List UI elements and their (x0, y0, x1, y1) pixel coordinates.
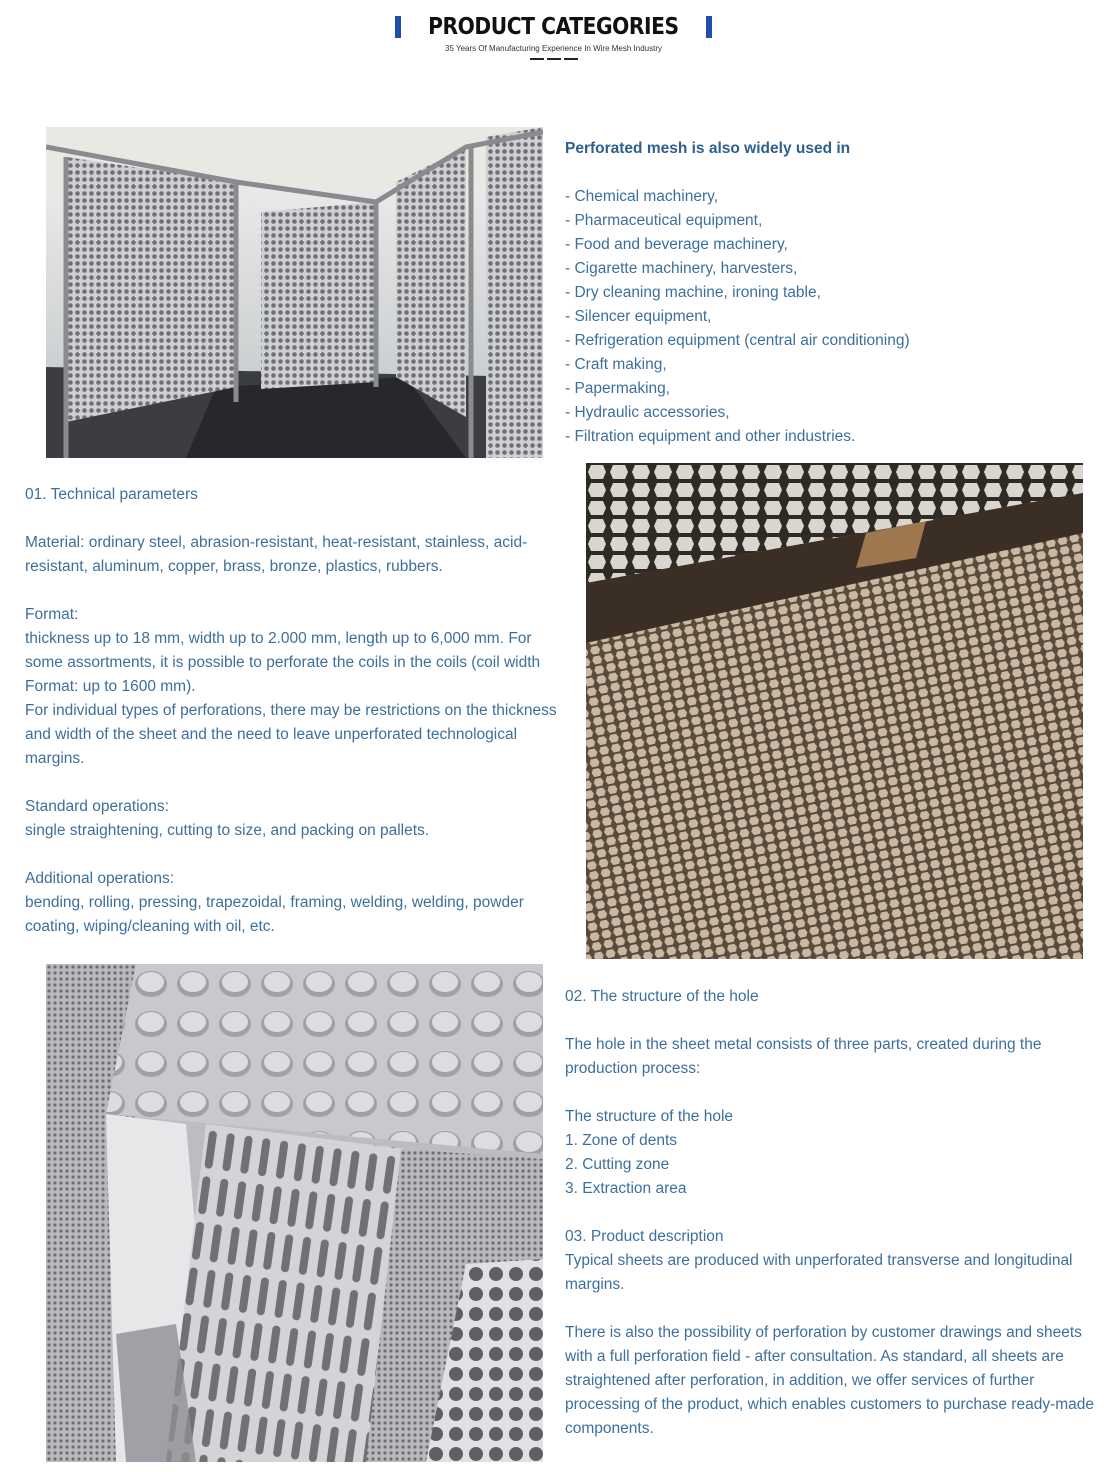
standard-operations-label: Standard operations: (25, 798, 169, 815)
perforated-samples-photo (46, 964, 543, 1462)
structure-list-title: The structure of the hole (565, 1108, 734, 1125)
description-text-1: Typical sheets are produced with unperforated transverse and longitudinal margins. (565, 1252, 1073, 1293)
structure-section (565, 985, 1105, 1441)
uses-item: - Silencer equipment, (565, 308, 712, 325)
structure-item: 1. Zone of dents (565, 1132, 678, 1149)
description-heading: 03. Product description (565, 1228, 724, 1245)
section-header (0, 14, 1107, 60)
restrictions-text: For individual types of perforations, there may be restrictions on the thickness and width of the sheet and the need to leave unperforated technological margins. (25, 702, 557, 767)
title-divider (0, 58, 1107, 60)
standard-operations-text: single straightening, cutting to size, and packing on pallets. (25, 822, 430, 839)
technical-heading: 01. Technical parameters (25, 486, 198, 503)
page-subtitle: 35 Years Of Manufacturing Experience In Wire Mesh Industry (445, 44, 662, 53)
uses-item: - Cigarette machinery, harvesters, (565, 260, 798, 277)
uses-section (565, 137, 1095, 449)
additional-operations-text: bending, rolling, pressing, trapezoidal, framing, welding, welding, powder coating, wiping/cleaning with oil, etc. (25, 894, 524, 935)
uses-item: - Hydraulic accessories, (565, 404, 730, 421)
description-text-2: There is also the possibility of perforation by customer drawings and sheets with a full perforation field - after consultation. As standard, all sheets are straightened after perforation, in addition, we offer services of further processing of the product, which enables customers to purchase ready-made components. (565, 1324, 1095, 1437)
technical-section (25, 483, 570, 939)
structure-item: 2. Cutting zone (565, 1156, 670, 1173)
uses-item: - Craft making, (565, 356, 667, 373)
hex-perforated-ceiling-photo (586, 463, 1083, 959)
structure-item: 3. Extraction area (565, 1180, 687, 1197)
uses-item: - Food and beverage machinery, (565, 236, 788, 253)
structure-heading: 02. The structure of the hole (565, 988, 759, 1005)
format-text: thickness up to 18 mm, width up to 2.000 mm, length up to 6,000 mm. For some assortments, it is possible to perforate the coils in the coils (coil width Format: up to 1600 mm). (25, 630, 541, 695)
structure-intro: The hole in the sheet metal consists of three parts, created during the production process: (565, 1036, 1042, 1077)
uses-item: - Papermaking, (565, 380, 671, 397)
uses-item: - Filtration equipment and other industries. (565, 428, 856, 445)
material-text: Material: ordinary steel, abrasion-resistant, heat-resistant, stainless, acid-resistant, aluminum, copper, brass, bronze, plastics, rubbers. (25, 534, 528, 575)
title-row (0, 14, 1107, 40)
additional-operations-label: Additional operations: (25, 870, 175, 887)
uses-heading: Perforated mesh is also widely used in (565, 140, 851, 157)
page-title: PRODUCT CATEGORIES (428, 14, 679, 40)
title-bar-left (395, 16, 401, 38)
uses-item: - Dry cleaning machine, ironing table, (565, 284, 821, 301)
format-label: Format: (25, 606, 79, 623)
uses-item: - Pharmaceutical equipment, (565, 212, 763, 229)
uses-item: - Chemical machinery, (565, 188, 719, 205)
uses-item: - Refrigeration equipment (central air conditioning) (565, 332, 910, 349)
railing-panels-photo (46, 127, 543, 458)
title-bar-right (706, 16, 712, 38)
